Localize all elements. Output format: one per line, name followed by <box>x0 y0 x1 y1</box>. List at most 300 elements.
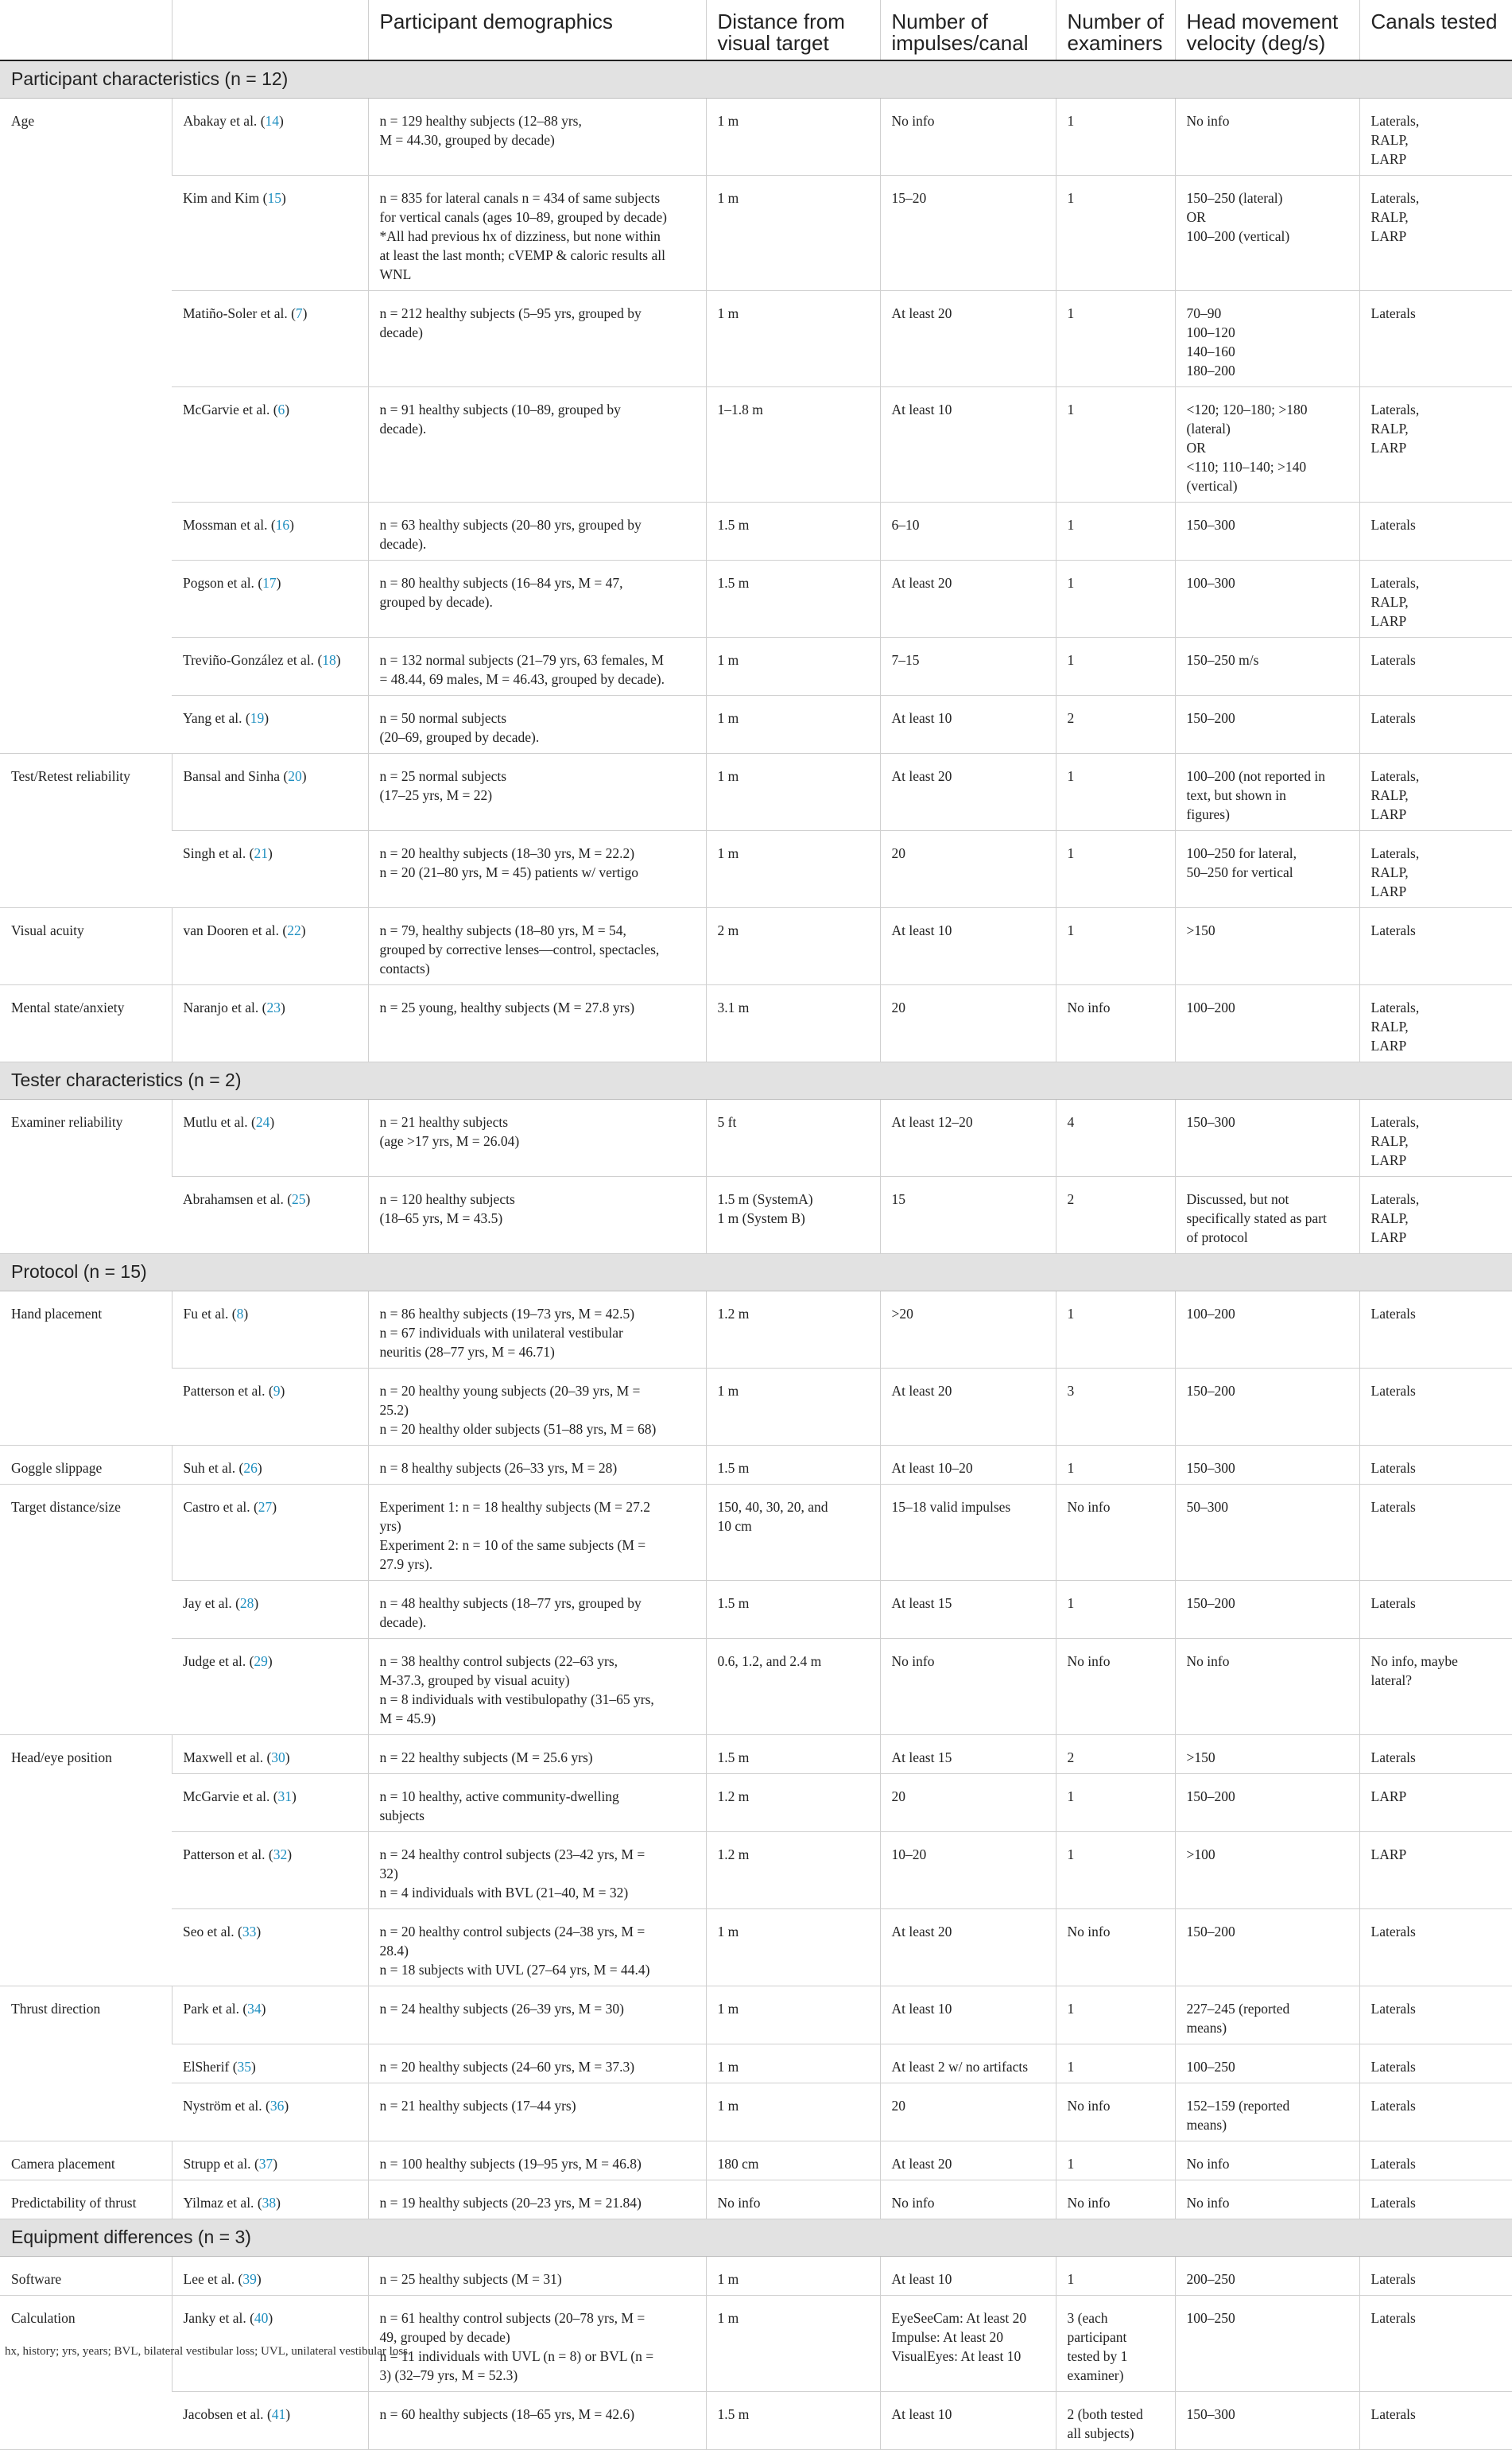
demographics-line: grouped by corrective lenses—control, spectacles, <box>379 941 660 957</box>
canals-cell <box>1359 695 1512 753</box>
study-author: Kim and Kim <box>183 189 260 206</box>
distance-line: 2 m <box>717 922 739 938</box>
velocity-cell <box>1175 830 1359 907</box>
examiners-cell <box>1056 1368 1175 1445</box>
velocity-line: 150–200 <box>1186 1382 1235 1399</box>
table-row <box>0 175 1512 290</box>
canals-cell <box>1359 2256 1512 2295</box>
reference-link[interactable]: 7 <box>295 305 303 321</box>
impulses-line: At least 12–20 <box>891 1113 973 1130</box>
examiners-line: 1 <box>1067 305 1075 321</box>
table-header <box>0 0 1512 60</box>
study-author: Abrahamsen et al. <box>183 1190 284 1207</box>
demographics-line: at least the last month; cVEMP & caloric results all <box>379 247 665 263</box>
reference-link[interactable]: 28 <box>239 1594 254 1611</box>
distance-line: 1 m <box>717 767 739 784</box>
impulses-cell <box>880 502 1056 560</box>
study-cell: ElSherif (35) <box>172 2044 368 2083</box>
velocity-cell <box>1175 1986 1359 2044</box>
examiners-line: No info <box>1067 1498 1111 1515</box>
reference-link[interactable]: 6 <box>277 401 285 417</box>
impulses-cell <box>880 1099 1056 1176</box>
distance-cell <box>706 2295 880 2391</box>
study-cell: Suh et al. (26) <box>172 1445 368 1484</box>
table-row <box>0 1368 1512 1445</box>
canals-line: LARP <box>1370 1788 1407 1804</box>
demographics-cell <box>368 560 706 637</box>
study-author: Jacobsen et al. <box>183 2405 264 2422</box>
section-header-row <box>0 1253 1512 1291</box>
examiners-cell <box>1056 98 1175 175</box>
examiners-line: 2 <box>1067 709 1075 726</box>
category-label: Target distance/size <box>0 1484 172 1734</box>
velocity-line: 100–120 <box>1186 324 1235 340</box>
canals-line: Laterals, <box>1370 574 1420 591</box>
category-label: Camera placement <box>0 2141 172 2180</box>
study-cell: Jacobsen et al. (41) <box>172 2391 368 2449</box>
section-title: Tester characteristics (n = 2) <box>0 1062 1512 1099</box>
demographics-line: n = 21 healthy subjects <box>379 1113 509 1130</box>
study-author: McGarvie et al. <box>183 401 270 417</box>
study-cell: Patterson et al. (9) <box>172 1368 368 1445</box>
examiners-cell <box>1056 1445 1175 1484</box>
reference-link[interactable]: 23 <box>266 999 281 1015</box>
study-cell: Abakay et al. (14) <box>172 98 368 175</box>
velocity-line: 150–300 <box>1186 516 1235 533</box>
velocity-line: 70–90 <box>1186 305 1222 321</box>
demographics-cell <box>368 637 706 695</box>
canals-line: RALP, <box>1370 208 1409 225</box>
canals-cell <box>1359 1484 1512 1580</box>
study-author: Yang et al. <box>183 709 242 726</box>
examiners-line: 2 <box>1067 1749 1075 1765</box>
canals-line: Laterals, <box>1370 112 1420 129</box>
examiners-cell <box>1056 907 1175 984</box>
distance-line: 10 cm <box>717 1517 752 1534</box>
velocity-line: figures) <box>1186 806 1230 822</box>
distance-line: 1 m <box>717 189 739 206</box>
reference-link[interactable]: 36 <box>269 2097 285 2114</box>
canals-line: Laterals <box>1370 1923 1416 1939</box>
distance-cell <box>706 984 880 1062</box>
velocity-cell <box>1175 175 1359 290</box>
distance-cell <box>706 2044 880 2083</box>
distance-cell <box>706 695 880 753</box>
demographics-line: n = 60 healthy subjects (18–65 yrs, M = 42.6) <box>379 2405 635 2422</box>
canals-cell <box>1359 290 1512 386</box>
demographics-line: n = 22 healthy subjects (M = 25.6 yrs) <box>379 1749 593 1765</box>
study-cell: Strupp et al. (37) <box>172 2141 368 2180</box>
canals-line: LARP <box>1370 883 1407 899</box>
canals-line: Laterals <box>1370 651 1416 668</box>
study-author: Jay et al. <box>183 1594 232 1611</box>
velocity-line: 152–159 (reported <box>1186 2097 1290 2114</box>
canals-line: Laterals, <box>1370 999 1420 1015</box>
study-author: Pogson et al. <box>183 574 254 591</box>
study-author: Judge et al. <box>183 1652 246 1669</box>
reference-link[interactable]: 16 <box>275 516 290 533</box>
demographics-cell <box>368 1099 706 1176</box>
distance-cell <box>706 2083 880 2141</box>
examiners-cell <box>1056 1291 1175 1368</box>
reference-link[interactable]: 32 <box>273 1846 288 1862</box>
demographics-cell <box>368 175 706 290</box>
reference-link[interactable]: 21 <box>254 844 268 861</box>
distance-line: 3.1 m <box>717 999 750 1015</box>
demographics-cell <box>368 1908 706 1986</box>
section-header-row <box>0 1062 1512 1099</box>
demographics-line: 32) <box>379 1865 398 1881</box>
table-row <box>0 1445 1512 1484</box>
demographics-cell <box>368 1773 706 1831</box>
velocity-cell <box>1175 695 1359 753</box>
velocity-cell <box>1175 753 1359 830</box>
demographics-line: n = 4 individuals with BVL (21–40, M = 32) <box>379 1884 629 1901</box>
demographics-line: n = 67 individuals with unilateral vestibular <box>379 1324 623 1341</box>
impulses-line: At least 10 <box>891 2405 952 2422</box>
canals-line: RALP, <box>1370 420 1409 437</box>
study-cell: Seo et al. (33) <box>172 1908 368 1986</box>
canals-cell <box>1359 502 1512 560</box>
demographics-line: M = 45.9) <box>379 1710 436 1726</box>
demographics-line: n = 21 healthy subjects (17–44 yrs) <box>379 2097 576 2114</box>
study-cell: Janky et al. (40) <box>172 2295 368 2391</box>
demographics-line: n = 19 healthy subjects (20–23 yrs, M = 21.84) <box>379 2194 642 2211</box>
distance-line: 1 m <box>717 2097 739 2114</box>
examiners-line: 1 <box>1067 844 1075 861</box>
study-author: Strupp et al. <box>183 2155 251 2172</box>
reference-link[interactable]: 20 <box>288 767 302 784</box>
reference-link[interactable]: 35 <box>237 2058 252 2075</box>
impulses-line: At least 10 <box>891 2270 952 2287</box>
study-author: Janky et al. <box>183 2309 246 2326</box>
table-row <box>0 1986 1512 2044</box>
demographics-line: n = 835 for lateral canals n = 434 of same subjects <box>379 189 661 206</box>
reference-link[interactable]: 17 <box>262 574 277 591</box>
velocity-line: text, but shown in <box>1186 786 1286 803</box>
distance-line: 150, 40, 30, 20, and <box>717 1498 828 1515</box>
study-cell: Naranjo et al. (23) <box>172 984 368 1062</box>
distance-cell <box>706 98 880 175</box>
distance-cell <box>706 1773 880 1831</box>
velocity-cell <box>1175 2044 1359 2083</box>
distance-line: 1.2 m <box>717 1788 750 1804</box>
examiners-line: participant <box>1067 2328 1127 2345</box>
study-cell: Yang et al. (19) <box>172 695 368 753</box>
impulses-cell <box>880 2083 1056 2141</box>
impulses-cell <box>880 2391 1056 2449</box>
velocity-cell <box>1175 386 1359 502</box>
canals-cell <box>1359 98 1512 175</box>
table-row <box>0 907 1512 984</box>
examiners-line: 1 <box>1067 1788 1075 1804</box>
study-author: ElSherif <box>183 2058 230 2075</box>
canals-line: RALP, <box>1370 1132 1409 1149</box>
impulses-line: At least 20 <box>891 2155 952 2172</box>
reference-link[interactable]: 15 <box>267 189 281 206</box>
impulses-line: 20 <box>891 2097 905 2114</box>
distance-cell <box>706 1831 880 1908</box>
canals-line: Laterals <box>1370 1594 1416 1611</box>
examiners-line: 1 <box>1067 112 1075 129</box>
study-cell: McGarvie et al. (31) <box>172 1773 368 1831</box>
examiners-cell <box>1056 1638 1175 1734</box>
impulses-line: At least 10–20 <box>891 1459 973 1476</box>
canals-line: RALP, <box>1370 593 1409 610</box>
velocity-line: No info <box>1186 1652 1230 1669</box>
reference-link[interactable]: 26 <box>243 1459 258 1476</box>
velocity-line: No info <box>1186 2155 1230 2172</box>
demographics-line: n = 24 healthy subjects (26–39 yrs, M = 30) <box>379 2000 624 2017</box>
study-author: Castro et al. <box>183 1498 250 1515</box>
examiners-line: 2 (both tested <box>1067 2405 1143 2422</box>
demographics-line: *All had previous hx of dizziness, but none within <box>379 227 661 244</box>
demographics-cell <box>368 1368 706 1445</box>
table-row <box>0 502 1512 560</box>
examiners-cell <box>1056 1484 1175 1580</box>
table-row <box>0 695 1512 753</box>
canals-cell <box>1359 2083 1512 2141</box>
impulses-line: At least 10 <box>891 922 952 938</box>
demographics-line: n = 20 healthy subjects (24–60 yrs, M = 37.3) <box>379 2058 635 2075</box>
impulses-cell <box>880 1638 1056 1734</box>
velocity-line: (vertical) <box>1186 477 1238 494</box>
examiners-cell <box>1056 1831 1175 1908</box>
canals-line: No info, maybe <box>1370 1652 1458 1669</box>
table-row <box>0 753 1512 830</box>
velocity-line: OR <box>1186 439 1206 456</box>
demographics-line: M-37.3, grouped by visual acuity) <box>379 1672 570 1688</box>
velocity-cell <box>1175 2180 1359 2219</box>
demographics-line: 25.2) <box>379 1401 409 1418</box>
reference-link[interactable]: 14 <box>265 112 280 129</box>
velocity-line: 100–300 <box>1186 574 1235 591</box>
demographics-line: decade). <box>379 535 427 552</box>
demographics-line: decade). <box>379 420 427 437</box>
section-header-row <box>0 60 1512 99</box>
impulses-line: 15–18 valid impulses <box>891 1498 1011 1515</box>
distance-line: 0.6, 1.2, and 2.4 m <box>717 1652 822 1669</box>
velocity-line: 150–200 <box>1186 709 1235 726</box>
velocity-cell <box>1175 560 1359 637</box>
canals-line: RALP, <box>1370 786 1409 803</box>
canals-line: Laterals <box>1370 1749 1416 1765</box>
impulses-line: 20 <box>891 844 905 861</box>
velocity-cell <box>1175 1773 1359 1831</box>
reference-link[interactable]: 9 <box>273 1382 281 1399</box>
demographics-line: n = 86 healthy subjects (19–73 yrs, M = 42.5) <box>379 1305 635 1322</box>
canals-cell <box>1359 2141 1512 2180</box>
reference-link[interactable]: 40 <box>254 2309 269 2326</box>
examiners-line: 1 <box>1067 574 1075 591</box>
impulses-cell <box>880 1368 1056 1445</box>
canals-cell <box>1359 907 1512 984</box>
distance-line: 1 m <box>717 112 739 129</box>
velocity-line: No info <box>1186 112 1230 129</box>
examiners-cell <box>1056 2256 1175 2295</box>
study-cell: Pogson et al. (17) <box>172 560 368 637</box>
distance-cell <box>706 175 880 290</box>
distance-line: 1 m <box>717 2000 739 2017</box>
reference-link[interactable]: 22 <box>287 922 301 938</box>
demographics-line: 28.4) <box>379 1942 409 1959</box>
reference-link[interactable]: 25 <box>292 1190 306 1207</box>
examiners-line: No info <box>1067 2097 1111 2114</box>
distance-line: 1 m <box>717 2309 739 2326</box>
canals-cell <box>1359 1099 1512 1176</box>
distance-cell <box>706 2391 880 2449</box>
distance-cell <box>706 1580 880 1638</box>
canals-line: LARP <box>1370 1846 1407 1862</box>
demographics-line: n = 24 healthy control subjects (23–42 yrs, M = <box>379 1846 646 1862</box>
impulses-line: At least 20 <box>891 767 952 784</box>
examiners-cell <box>1056 1734 1175 1773</box>
distance-cell <box>706 907 880 984</box>
distance-line: 1 m <box>717 1923 739 1939</box>
examiners-line: 1 <box>1067 1846 1075 1862</box>
reference-link[interactable]: 27 <box>258 1498 273 1515</box>
impulses-cell <box>880 984 1056 1062</box>
velocity-line: means) <box>1186 2019 1227 2036</box>
reference-link[interactable]: 8 <box>236 1305 244 1322</box>
header-distance: Distance from visual target <box>706 0 880 60</box>
reference-link[interactable]: 31 <box>277 1788 293 1804</box>
examiners-line: 1 <box>1067 651 1075 668</box>
impulses-cell <box>880 1986 1056 2044</box>
distance-line: No info <box>717 2194 761 2211</box>
demographics-line: n = 20 healthy control subjects (24–38 yrs, M = <box>379 1923 646 1939</box>
distance-line: 1 m <box>717 2270 739 2287</box>
velocity-cell <box>1175 98 1359 175</box>
demographics-cell <box>368 2295 706 2391</box>
demographics-cell <box>368 2083 706 2141</box>
demographics-line: n = 20 healthy young subjects (20–39 yrs, M = <box>379 1382 641 1399</box>
demographics-cell <box>368 1291 706 1368</box>
distance-cell <box>706 560 880 637</box>
canals-line: Laterals <box>1370 922 1416 938</box>
study-author: Bansal and Sinha <box>183 767 281 784</box>
study-author: Maxwell et al. <box>183 1749 264 1765</box>
demographics-cell <box>368 1638 706 1734</box>
demographics-cell <box>368 2391 706 2449</box>
reference-link[interactable]: 37 <box>258 2155 273 2172</box>
examiners-cell <box>1056 2083 1175 2141</box>
examiners-cell <box>1056 1176 1175 1253</box>
canals-line: Laterals <box>1370 2194 1416 2211</box>
table-row <box>0 2141 1512 2180</box>
study-cell: Treviño-González et al. (18) <box>172 637 368 695</box>
velocity-cell <box>1175 1291 1359 1368</box>
reference-link[interactable]: 38 <box>262 2194 277 2211</box>
demographics-cell <box>368 1484 706 1580</box>
impulses-cell <box>880 2295 1056 2391</box>
table-row <box>0 1773 1512 1831</box>
demographics-line: n = 63 healthy subjects (20–80 yrs, grouped by <box>379 516 642 533</box>
header-study <box>172 0 368 60</box>
examiners-cell <box>1056 1099 1175 1176</box>
canals-cell <box>1359 386 1512 502</box>
impulses-line: At least 20 <box>891 305 952 321</box>
reference-link[interactable]: 30 <box>271 1749 285 1765</box>
table-row <box>0 1484 1512 1580</box>
impulses-cell <box>880 753 1056 830</box>
study-cell: Singh et al. (21) <box>172 830 368 907</box>
distance-cell <box>706 1368 880 1445</box>
reference-link[interactable]: 34 <box>247 2000 262 2017</box>
reference-link[interactable]: 24 <box>255 1113 270 1130</box>
impulses-cell <box>880 560 1056 637</box>
demographics-cell <box>368 1831 706 1908</box>
examiners-line: 1 <box>1067 767 1075 784</box>
distance-cell <box>706 1986 880 2044</box>
impulses-cell <box>880 637 1056 695</box>
examiners-line: 1 <box>1067 516 1075 533</box>
reference-link[interactable]: 33 <box>242 1923 257 1939</box>
table-row <box>0 560 1512 637</box>
canals-line: Laterals <box>1370 305 1416 321</box>
reference-link[interactable]: 29 <box>254 1652 268 1669</box>
impulses-line: At least 10 <box>891 709 952 726</box>
study-author: Fu et al. <box>183 1305 229 1322</box>
table-row <box>0 1099 1512 1176</box>
canals-line: RALP, <box>1370 864 1409 880</box>
canals-line: Laterals <box>1370 2000 1416 2017</box>
canals-cell <box>1359 2044 1512 2083</box>
velocity-cell <box>1175 1580 1359 1638</box>
canals-line: Laterals, <box>1370 767 1420 784</box>
canals-cell <box>1359 1368 1512 1445</box>
table-row <box>0 2391 1512 2449</box>
category-label: Software <box>0 2256 172 2295</box>
category-label: Thrust direction <box>0 1986 172 2141</box>
reference-link[interactable]: 39 <box>242 2270 257 2287</box>
velocity-cell <box>1175 2083 1359 2141</box>
demographics-cell <box>368 2044 706 2083</box>
demographics-line: n = 50 normal subjects <box>379 709 507 726</box>
distance-line: 180 cm <box>717 2155 759 2172</box>
examiners-cell <box>1056 1908 1175 1986</box>
velocity-line: 150–300 <box>1186 1459 1235 1476</box>
impulses-line: 15–20 <box>891 189 927 206</box>
reference-link[interactable]: 18 <box>322 651 336 668</box>
demographics-line: n = 25 healthy subjects (M = 31) <box>379 2270 562 2287</box>
canals-line: Laterals <box>1370 1305 1416 1322</box>
examiners-line: No info <box>1067 1652 1111 1669</box>
demographics-line: M = 44.30, grouped by decade) <box>379 131 555 148</box>
distance-cell <box>706 502 880 560</box>
velocity-line: <120; 120–180; >180 <box>1186 401 1308 417</box>
canals-line: RALP, <box>1370 1209 1409 1226</box>
examiners-line: 1 <box>1067 189 1075 206</box>
velocity-cell <box>1175 1908 1359 1986</box>
distance-line: 1.5 m <box>717 1594 750 1611</box>
study-author: Patterson et al. <box>183 1846 266 1862</box>
examiners-line: 1 <box>1067 2155 1075 2172</box>
canals-line: Laterals <box>1370 709 1416 726</box>
study-cell: McGarvie et al. (6) <box>172 386 368 502</box>
table-row <box>0 2256 1512 2295</box>
study-author: Mutlu et al. <box>183 1113 248 1130</box>
canals-line: Laterals, <box>1370 1113 1420 1130</box>
reference-link[interactable]: 19 <box>250 709 265 726</box>
reference-link[interactable]: 41 <box>271 2405 286 2422</box>
velocity-line: 180–200 <box>1186 362 1235 379</box>
header-row <box>0 0 1512 60</box>
study-cell: Kim and Kim (15) <box>172 175 368 290</box>
demographics-cell <box>368 1734 706 1773</box>
impulses-line: At least 10 <box>891 401 952 417</box>
demographics-line: (17–25 yrs, M = 22) <box>379 786 493 803</box>
